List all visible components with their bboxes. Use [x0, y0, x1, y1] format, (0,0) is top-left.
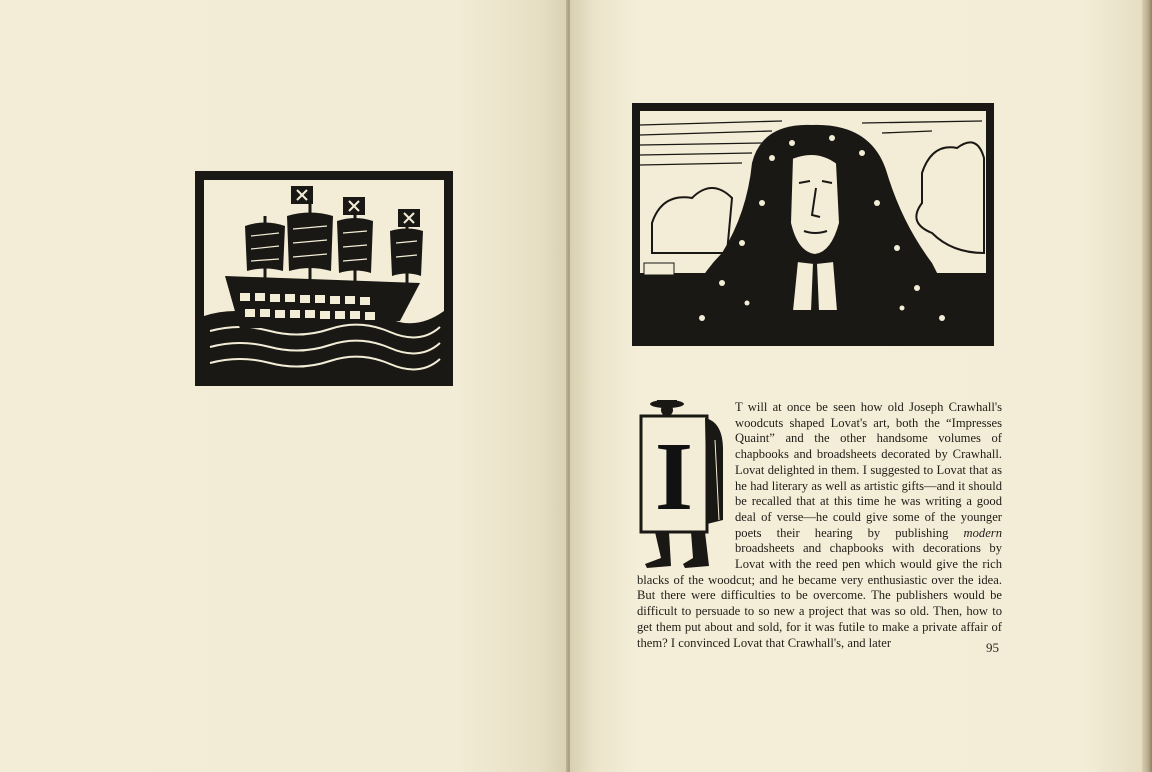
page-number: 95	[986, 640, 999, 655]
portrait-woodcut-illustration	[632, 103, 994, 346]
dropcap-figure	[635, 400, 731, 572]
page-edge	[1142, 0, 1152, 772]
dropcap-letter: I	[654, 423, 694, 531]
left-page	[0, 0, 568, 772]
paragraph-emphasis: modern	[963, 525, 1002, 540]
ship-woodcut-illustration	[195, 171, 453, 386]
paragraph-text-end: broadsheets and chapbooks with decorations by Lovat with the reed pen which would give the rich blacks of the woodcut; and he became very enthusiastic over the idea. But there were difficulties to be overcome. The publishers would be difficult to persuade to so new a project that was so old. Then, how to get them put about and sold, for it was futile to make a private affair of them? I convinced Lovat that Crawhall's, and later	[637, 541, 1002, 650]
paragraph-text-start: T will at once be seen how old Joseph Crawhall's woodcuts shaped Lovat's art, both the “Impresses Quaint” and the other handsome volumes of chapbooks and broadsheets decorated by Crawhall. Lovat delighted in them. I suggested to Lovat that as he had literary as well as artistic gifts—and it should be recalled that at this time he was writing a good deal of verse—he could give some of the younger poets their hearing by publishing	[735, 400, 1002, 540]
body-text	[637, 400, 1002, 651]
